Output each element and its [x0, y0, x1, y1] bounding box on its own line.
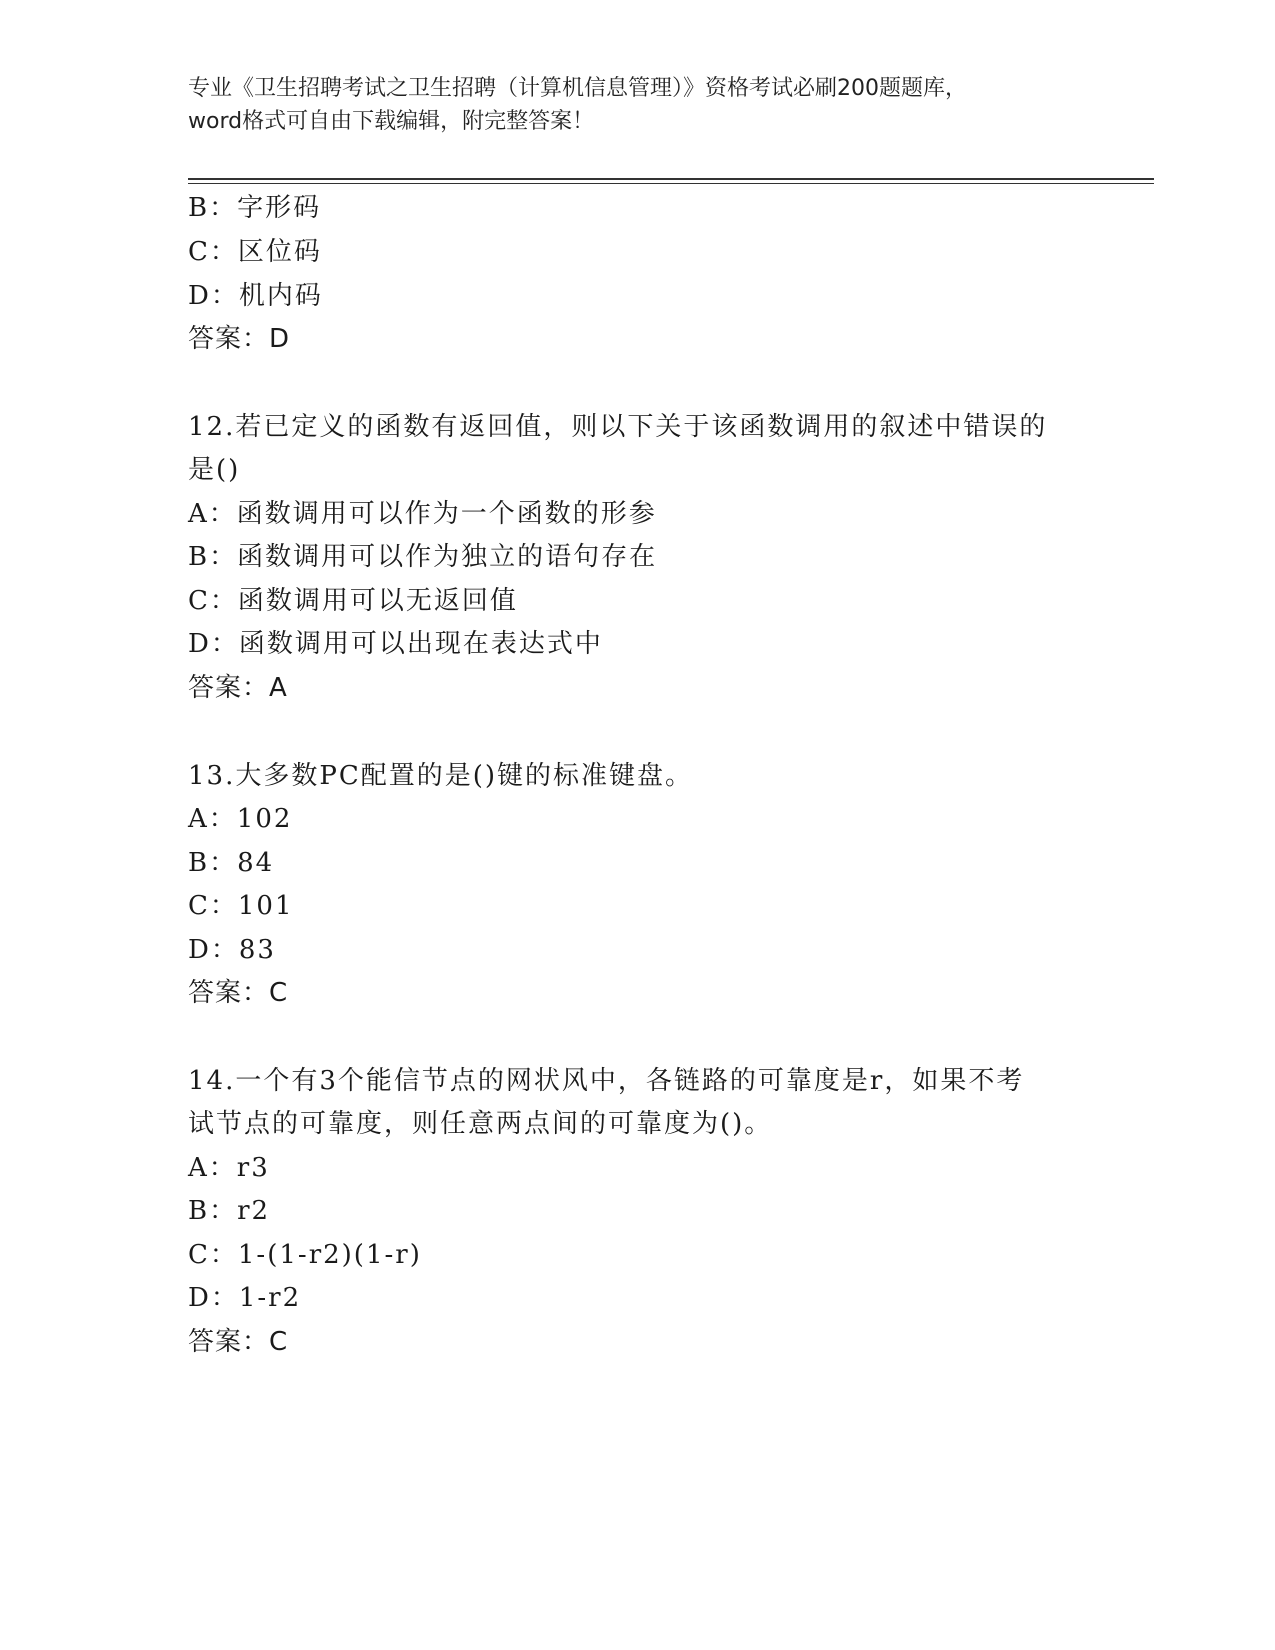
q14-option-c: C：1-(1-r2)(1-r) — [188, 1240, 422, 1270]
document-header — [188, 72, 1088, 138]
q14-option-b: B：r2 — [188, 1196, 271, 1226]
q13-stem-line-1: 13.大多数PC配置的是()键的标准键盘。 — [188, 761, 694, 791]
q12-stem-line-2: 是() — [188, 455, 241, 485]
q13-option-a: A：102 — [188, 804, 293, 834]
q14-option-a: A：r3 — [188, 1153, 270, 1183]
q13-option-b: B：84 — [188, 848, 275, 878]
q11-option-c: C：区位码 — [188, 237, 322, 267]
q11-option-d: D：机内码 — [188, 281, 323, 311]
q14-answer: 答案：C — [188, 1327, 289, 1357]
header-divider-thin — [188, 183, 1154, 184]
header-line-1: 专业《卫生招聘考试之卫生招聘（计算机信息管理）》资格考试必刷200题题库， — [188, 76, 967, 101]
q14-stem-line-2: 试节点的可靠度，则任意两点间的可靠度为()。 — [188, 1109, 773, 1139]
header-divider-thick — [188, 178, 1154, 180]
q12-answer: 答案：A — [188, 673, 288, 703]
q13-option-d: D：83 — [188, 935, 276, 965]
q11-answer: 答案：D — [188, 324, 291, 354]
q12-option-b: B：函数调用可以作为独立的语句存在 — [188, 542, 658, 572]
q13-answer: 答案：C — [188, 978, 289, 1008]
q12-option-d: D：函数调用可以出现在表达式中 — [188, 629, 603, 659]
q12-option-c: C：函数调用可以无返回值 — [188, 586, 518, 616]
q11-option-b: B：字形码 — [188, 193, 322, 223]
q14-stem-line-1: 14.一个有3个能信节点的网状风中，各链路的可靠度是r，如果不考 — [188, 1066, 1025, 1096]
q12-stem-line-1: 12.若已定义的函数有返回值，则以下关于该函数调用的叙述中错误的 — [188, 412, 1048, 442]
q13-option-c: C：101 — [188, 891, 294, 921]
q12-option-a: A：函数调用可以作为一个函数的形参 — [188, 499, 657, 529]
q14-option-d: D：1-r2 — [188, 1283, 302, 1313]
header-line-2: word格式可自由下载编辑，附完整答案！ — [188, 109, 595, 134]
